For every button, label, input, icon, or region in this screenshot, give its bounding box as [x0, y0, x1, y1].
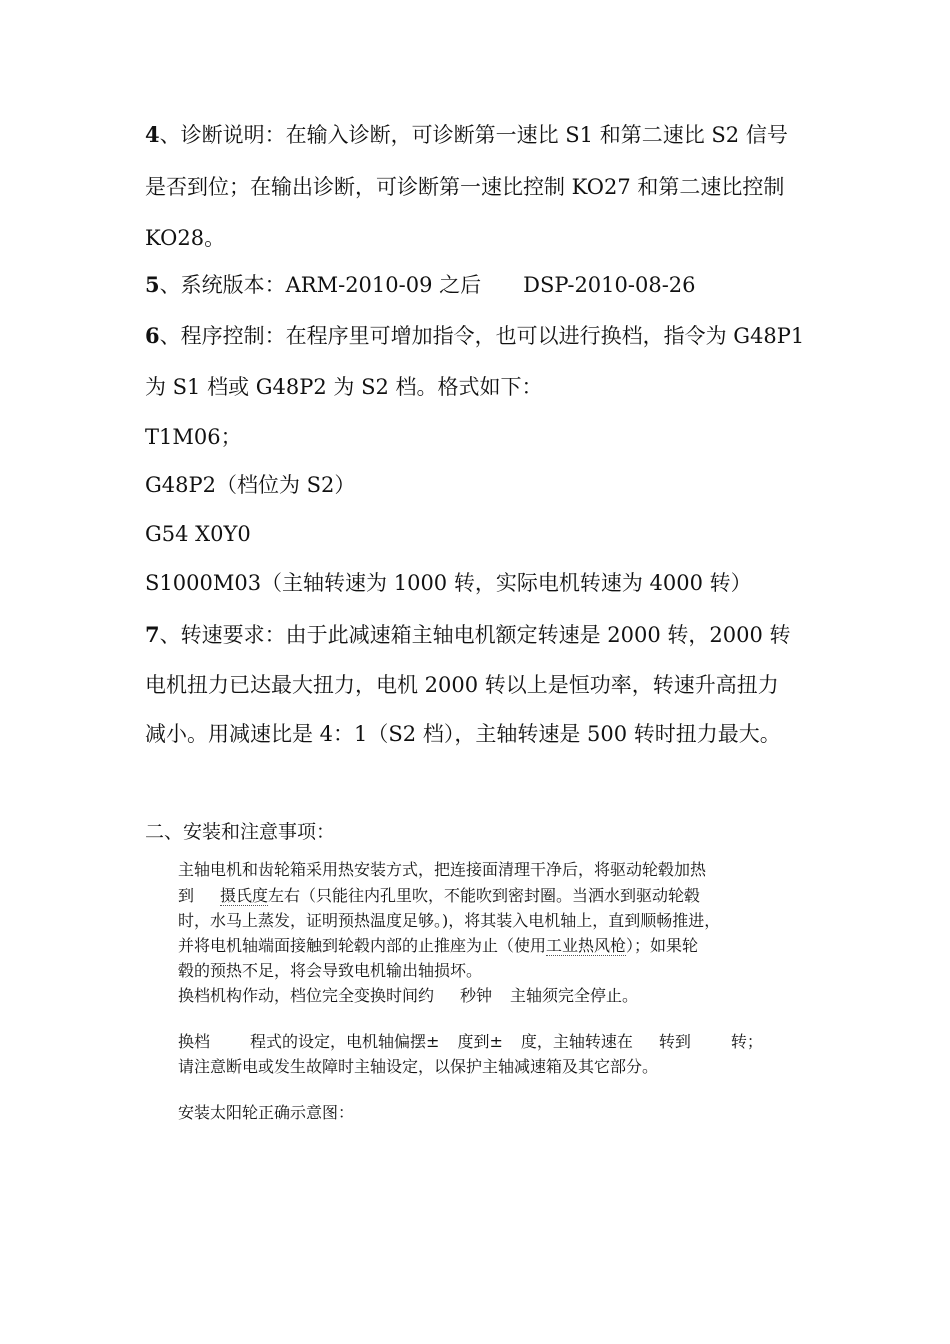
item-text: 、诊断说明：在输入诊断，可诊断第一速比 S1 和第二速比 S2 信号 [159, 123, 788, 147]
install-para-line: 换档机构作动，档位完全变换时间约 秒钟 主轴须完全停止。 [178, 986, 639, 1005]
item-number: 4 [145, 122, 160, 147]
section-title: 二、安装和注意事项： [145, 821, 336, 843]
item-4-line-3: KO28。 [145, 226, 226, 250]
item-6-line-1 [145, 323, 804, 349]
shift-para-line: 换档 程式的设定，电机轴偏摆± 度到± 度，主轴转速在 转到 转； [178, 1032, 763, 1051]
temperature-unit: 摄氏度 [220, 886, 269, 905]
item-number: 5 [145, 272, 160, 297]
code-line: G54 X0Y0 [145, 522, 251, 546]
code-line: G48P2（档位为 S2） [145, 473, 356, 497]
code-line: T1M06； [145, 425, 242, 449]
item-5-line [145, 272, 696, 298]
install-para-line: 主轴电机和齿轮箱采用热安装方式，把连接面清理干净后，将驱动轮毂加热 [178, 860, 707, 879]
item-text: 、程序控制：在程序里可增加指令，也可以进行换档，指令为 G48P1 [159, 324, 805, 348]
item-text: 、转速要求：由于此减速箱主轴电机额定转速是 2000 转，2000 转 [159, 623, 791, 647]
install-para-line: 毂的预热不足，将会导致电机输出轴损坏。 [178, 961, 483, 980]
item-number: 6 [145, 323, 160, 348]
item-7-line-2: 电机扭力已达最大扭力，电机 2000 转以上是恒功率，转速升高扭力 [145, 673, 779, 697]
install-para-line: 并将电机轴端面接触到轮毂内部的止推座为止（使用工业热风枪）；如果轮 [178, 936, 699, 955]
install-para-line: 到 摄氏度左右（只能往内孔里吹，不能吹到密封圈。当洒水到驱动轮毂 [178, 886, 701, 905]
heat-gun-term: 工业热风枪 [546, 936, 627, 955]
shift-para-line: 请注意断电或发生故障时主轴设定，以保护主轴减速箱及其它部分。 [178, 1057, 659, 1076]
dsp-version: DSP-2010-08-26 [523, 273, 696, 297]
diagram-caption: 安装太阳轮正确示意图： [178, 1103, 355, 1122]
item-6-line-2: 为 S1 档或 G48P2 为 S2 档。格式如下： [145, 375, 543, 399]
item-4-line-2: 是否到位；在输出诊断，可诊断第一速比控制 KO27 和第二速比控制 [145, 175, 785, 199]
item-7-line-3: 减小。用减速比是 4：1（S2 档），主轴转速是 500 转时扭力最大。 [145, 722, 781, 746]
install-para-line: 时，水马上蒸发，证明预热温度足够。)，将其装入电机轴上，直到顺畅推进， [178, 911, 721, 930]
item-number: 7 [145, 622, 160, 647]
item-4-line-1 [145, 122, 788, 148]
item-7-line-1 [145, 622, 791, 648]
code-line: S1000M03（主轴转速为 1000 转，实际电机转速为 4000 转） [145, 571, 752, 595]
item-text: 、系统版本：ARM-2010-09 之后 [159, 273, 482, 297]
